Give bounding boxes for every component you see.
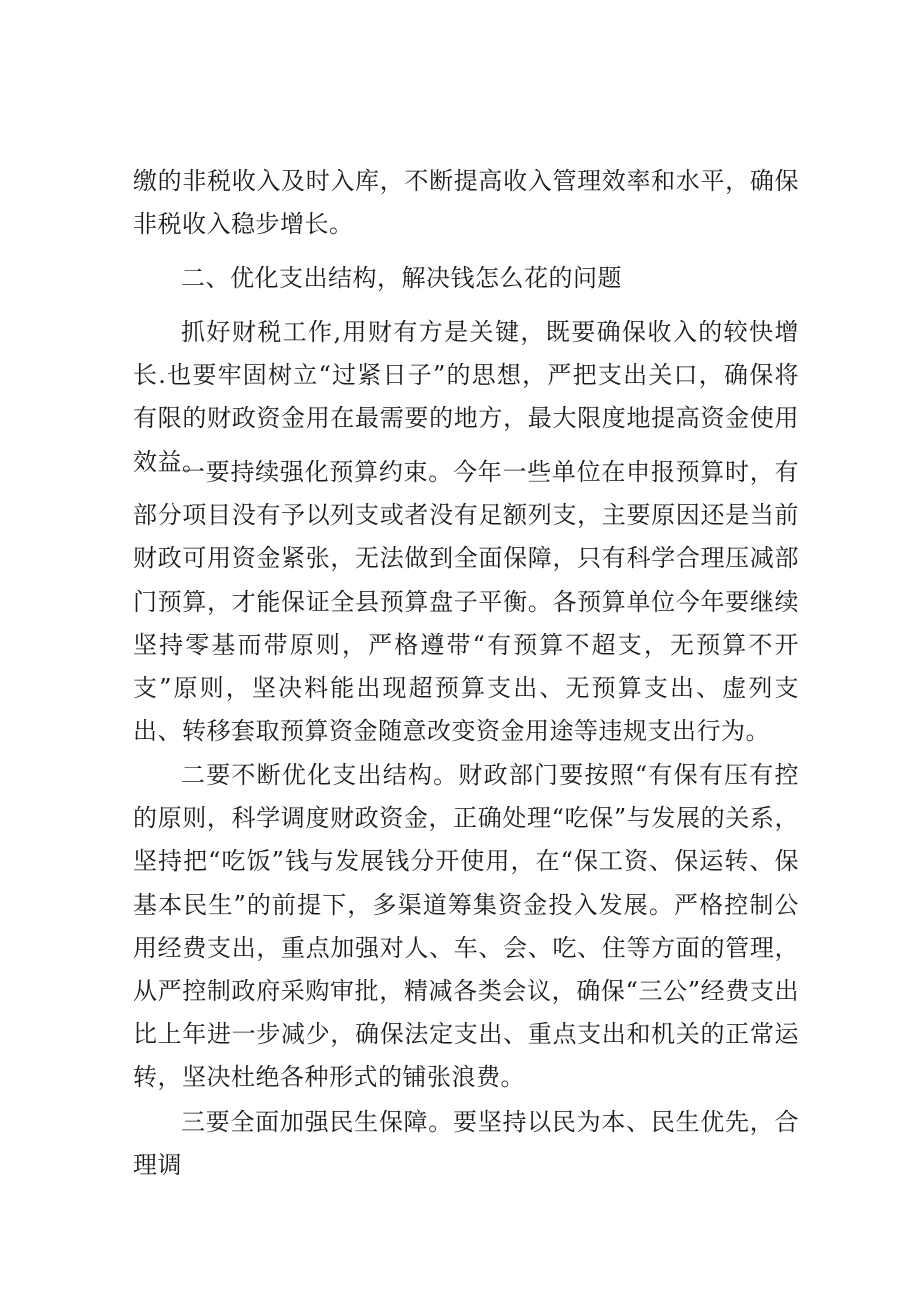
section-heading xyxy=(133,257,799,300)
paragraph-text: 缴的非税收入及时入库，不断提高收入管理效率和水平，确保非税收入稳步增长。 xyxy=(133,167,799,239)
paragraph-text: 一要持续强化预算约束。今年一些单位在申报预算时，有部分项目没有予以列支或者没有足额列支，主要原因还是当前财政可用资金紧张，无法做到全面保障，只有科学合理压减部门预算，才能保证全县预算盘子平衡。各预算单位今年要继续坚持零基而带原则，严格遵带“有预算不超支，无预算不开支”原则，坚决料能出现超预算支出、无预算支出、虚列支出、转移套取预算资金随意改变资金用途等违规支出行为。 xyxy=(133,458,799,746)
paragraph-point-three xyxy=(133,1101,799,1187)
paragraph-point-one xyxy=(133,451,799,753)
paragraph-continuation xyxy=(133,160,799,246)
paragraph-point-two xyxy=(133,754,799,1100)
paragraph-text: 抓好财税工作,用财有方是关键，既要确保收入的较快增长.也要牢固树立“过紧日子”的思想，严把支出关口，确保将有限的财政资金用在最需要的地方，最大限度地提高资金使用效益。 xyxy=(133,318,799,476)
section-heading-text: 二、优化支出结构，解决钱怎么花的问题 xyxy=(181,264,622,292)
paragraph-text: 三要全面加强民生保障。要坚持以民为本、民生优先，合理调 xyxy=(133,1108,799,1180)
paragraph-text: 二要不断优化支出结构。财政部门要按照“有保有压有控的原则，科学调度财政资金，正确处理“吃保”与发展的关系，坚持把“吃饭”钱与发展钱分开使用，在“保工资、保运转、保基本民生”的前提下，多渠道筹集资金投入发展。严格控制公用经费支出，重点加强对人、车、会、吃、住等方面的管理，从严控制政府采购审批，精减各类会议，确保“三公”经费支出比上年进一步减少，确保法定支出、重点支出和机关的正常运转，坚决杜绝各种形式的铺张浪费。 xyxy=(133,761,799,1092)
